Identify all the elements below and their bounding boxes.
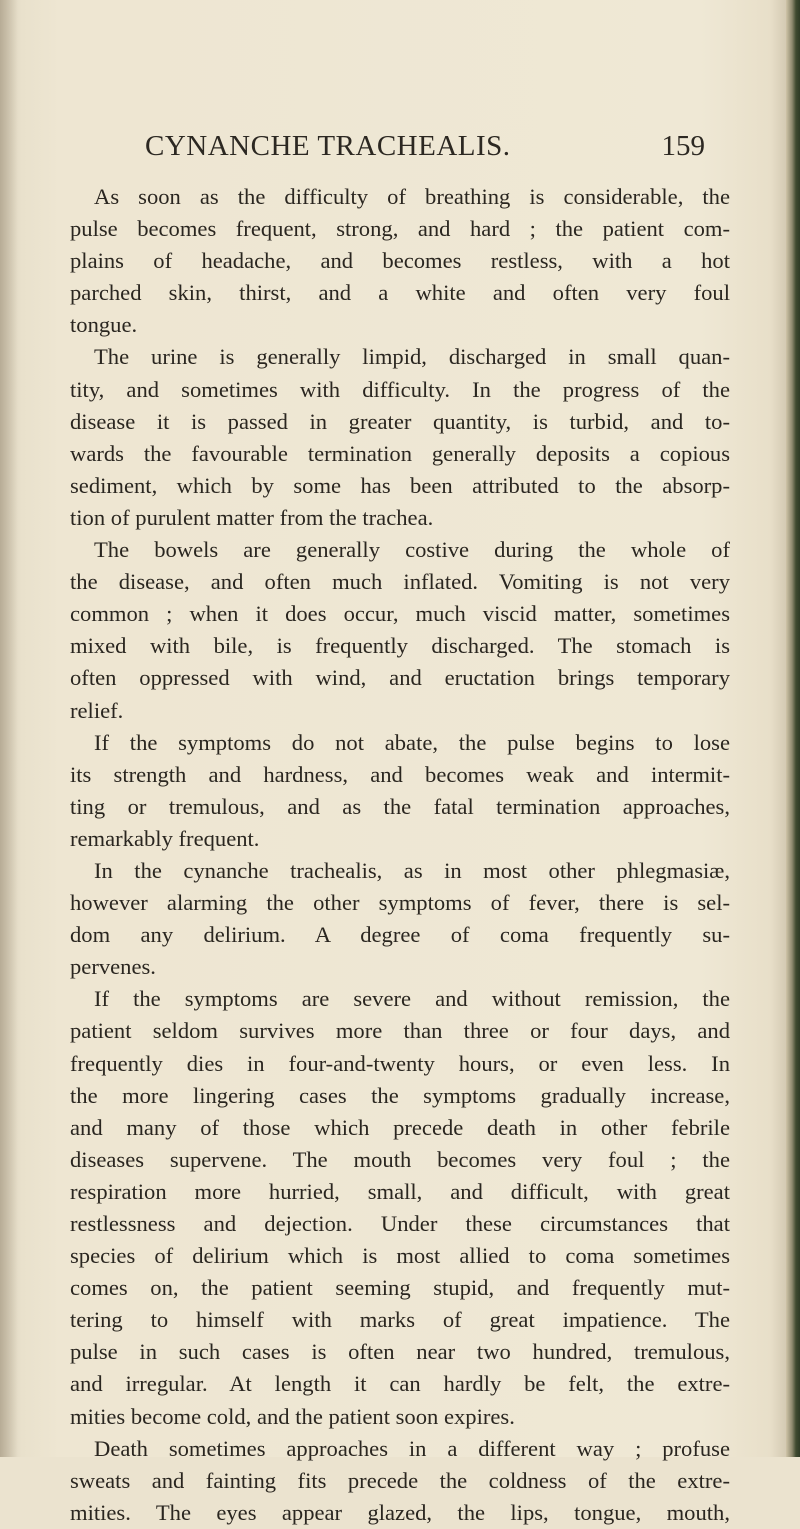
- text-line: frequently dies in four-and-twenty hours, or even less. In: [70, 1050, 730, 1076]
- text-line: species of delirium which is most allied to coma sometimes: [70, 1243, 730, 1269]
- text-line: wards the favourable termination generally deposits a copious: [70, 440, 730, 466]
- text-line: tongue.: [70, 312, 138, 338]
- text-line: tity, and sometimes with difficulty. In the progress of the: [70, 376, 730, 402]
- text-line: disease it is passed in greater quantity, is turbid, and to-: [70, 408, 730, 434]
- text-line: pervenes.: [70, 954, 156, 980]
- text-line: the disease, and often much inflated. Vomiting is not very: [70, 569, 730, 595]
- text-line: mities become cold, and the patient soon expires.: [70, 1403, 515, 1429]
- text-line: respiration more hurried, small, and difficult, with great: [70, 1178, 730, 1204]
- text-line: sweats and fainting fits precede the coldness of the extre-: [70, 1467, 730, 1493]
- text-line: In the cynanche trachealis, as in most other phlegmasiæ,: [94, 857, 730, 883]
- text-line: The bowels are generally costive during the whole of: [94, 537, 730, 563]
- text-line: plains of headache, and becomes restless, with a hot: [70, 248, 730, 274]
- text-line: relief.: [70, 697, 124, 723]
- text-line: If the symptoms are severe and without remission, the: [94, 986, 730, 1012]
- text-line: diseases supervene. The mouth becomes very foul ; the: [70, 1146, 730, 1172]
- text-line: Death sometimes approaches in a different way ; profuse: [94, 1435, 730, 1461]
- book-binding-edge: [786, 0, 800, 1457]
- text-line: dom any delirium. A degree of coma frequently su-: [70, 922, 730, 948]
- text-line: however alarming the other symptoms of fever, there is sel-: [70, 890, 730, 916]
- text-line: patient seldom survives more than three or four days, and: [70, 1018, 730, 1044]
- text-line: often oppressed with wind, and eructation brings temporary: [70, 665, 730, 691]
- paragraph: [70, 534, 730, 727]
- text-line: pulse in such cases is often near two hundred, tremulous,: [70, 1339, 730, 1365]
- text-line: and many of those which precede death in other febrile: [70, 1114, 730, 1140]
- text-line: parched skin, thirst, and a white and often very foul: [70, 280, 730, 306]
- text-line: sediment, which by some has been attributed to the absorp-: [70, 472, 730, 498]
- paragraph: [70, 727, 730, 855]
- text-line: remarkably frequent.: [70, 825, 260, 851]
- text-line: As soon as the difficulty of breathing is considerable, the: [94, 184, 730, 209]
- text-line: the more lingering cases the symptoms gradually increase,: [70, 1082, 730, 1108]
- paragraph: [70, 983, 730, 1432]
- paragraph: [70, 1433, 730, 1529]
- text-line: ting or tremulous, and as the fatal termination approaches,: [70, 793, 730, 819]
- page-number: 159: [661, 130, 705, 162]
- gutter-shadow: [0, 0, 18, 1457]
- body-text: [70, 181, 730, 1529]
- paragraph: [70, 855, 730, 983]
- text-line: tion of purulent matter from the trachea.: [70, 504, 434, 530]
- text-line: restlessness and dejection. Under these circumstances that: [70, 1211, 730, 1236]
- paragraph: [70, 181, 730, 341]
- text-line: mixed with bile, is frequently discharged. The stomach is: [70, 633, 730, 659]
- text-line: If the symptoms do not abate, the pulse begins to lose: [94, 729, 730, 755]
- text-line: its strength and hardness, and becomes weak and intermit-: [70, 761, 730, 787]
- text-line: pulse becomes frequent, strong, and hard ; the patient com-: [70, 216, 730, 242]
- text-line: common ; when it does occur, much viscid matter, sometimes: [70, 601, 730, 627]
- text-line: comes on, the patient seeming stupid, and frequently mut-: [70, 1275, 730, 1301]
- running-title: CYNANCHE TRACHEALIS.: [145, 130, 511, 162]
- text-line: The urine is generally limpid, discharged in small quan-: [94, 344, 730, 370]
- running-head: [145, 130, 705, 170]
- paragraph: [70, 341, 730, 534]
- text-line: tering to himself with marks of great impatience. The: [70, 1307, 730, 1333]
- text-line: mities. The eyes appear glazed, the lips, tongue, mouth,: [70, 1499, 730, 1525]
- text-line: and irregular. At length it can hardly be felt, the extre-: [70, 1371, 730, 1397]
